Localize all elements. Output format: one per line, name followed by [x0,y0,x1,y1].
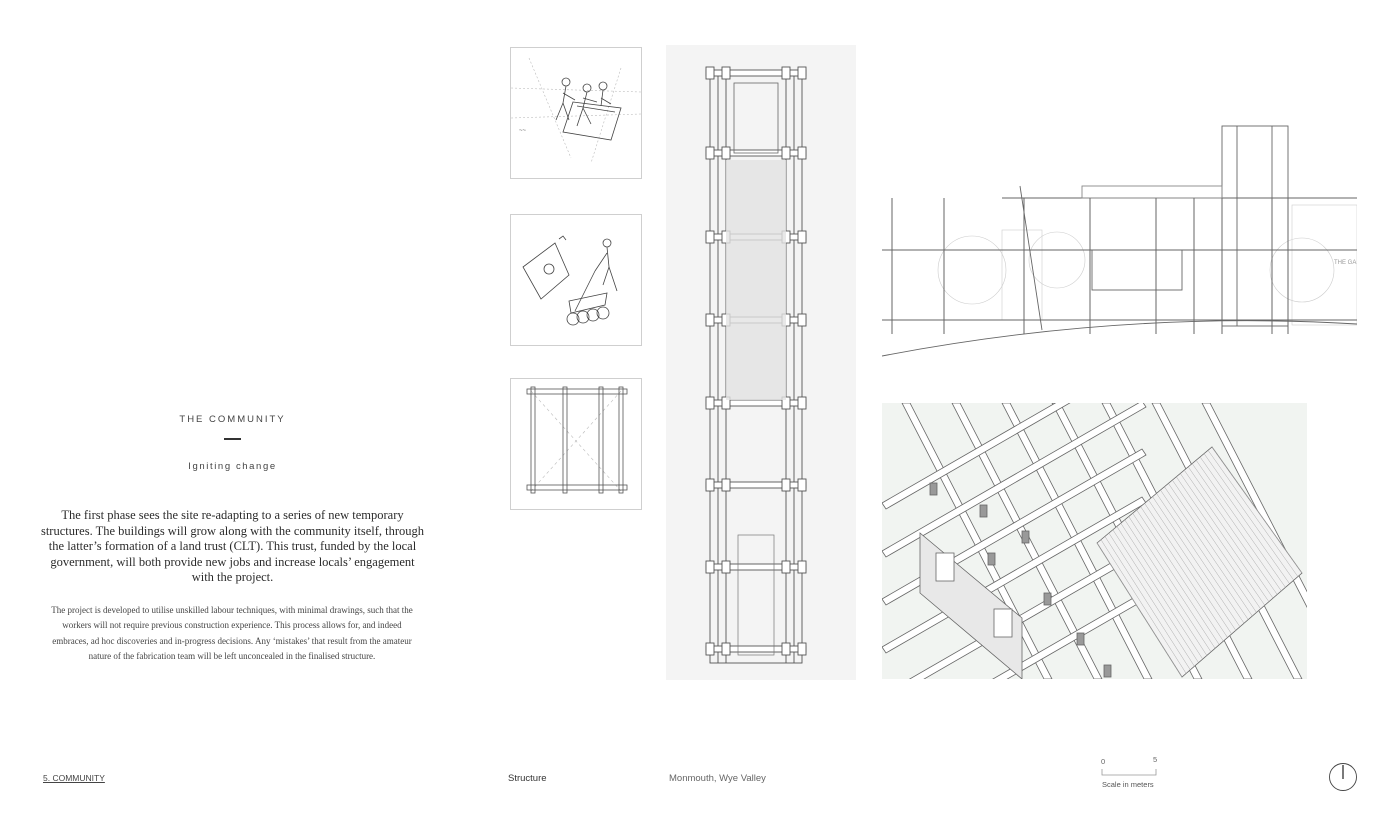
scale-end-label: 5 [1153,755,1158,764]
tower-structure-svg [666,45,856,680]
frame-plan-illustration [511,379,641,509]
footer-section-link[interactable]: 5. COMMUNITY [43,773,105,783]
north-arrow-icon [1328,762,1358,792]
scale-caption: Scale in meters [1102,780,1154,789]
tower-elevation-drawing [666,45,856,680]
footer-location: Monmouth, Wye Valley [669,773,766,784]
sketch-panel-cart [510,214,642,346]
section-heading: THE COMMUNITY [179,414,286,425]
axonometric-drawing [882,403,1307,679]
sign-text: THE GA [1334,260,1357,266]
workers-lifting-illustration [511,48,641,178]
sketch-panel-lifting [510,47,642,179]
body-paragraph: The project is developed to utilise unskilled labour techniques, with minimal drawings, such that the workers will not require previous construction experience. This process allows for, and indeed embraces, ad hoc discoveries and in-progress decisions. Any ‘mistakes’ that result from the amateur nature of the fabrication team will be left unconcealed in the finalised structure. [51,605,413,661]
sketch-panel-frame-plan [510,378,642,510]
lead-paragraph: The first phase sees the site re-adapting to a series of new temporary structures. The buildings will grow along with the community itself, through the latter’s formation of a land trust (CLT). This trust, funded by the local government, will both provide new jobs and increase locals’ engagement with the project. [40,508,425,584]
worker-cart-illustration [511,215,641,345]
site-elevation-drawing [882,120,1357,360]
scale-start-label: 0 [1101,757,1106,766]
axonometric-svg [882,403,1307,679]
section-subheading: Igniting change [188,461,277,472]
heading-divider [224,438,241,440]
footer-sheet-title: Structure [508,773,547,784]
site-elevation-svg [882,120,1357,360]
svg-text:~~: ~~ [519,128,527,134]
